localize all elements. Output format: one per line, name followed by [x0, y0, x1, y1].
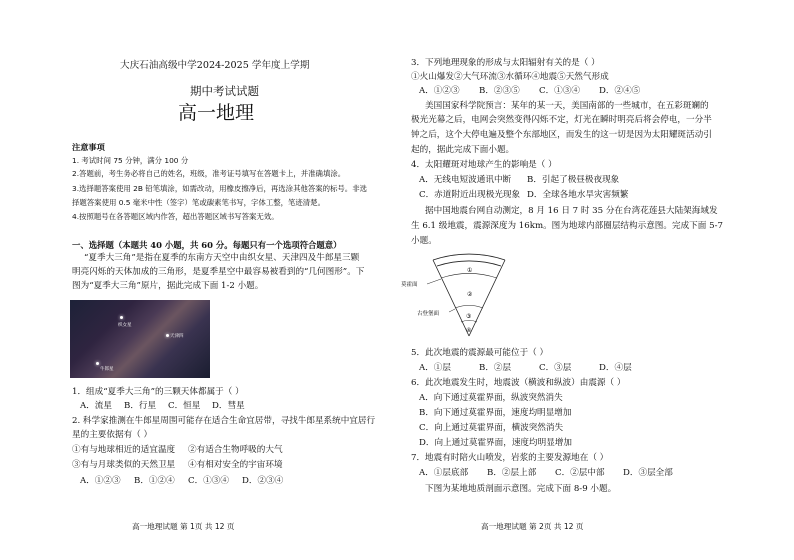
- passage-line: 据中国地震台网自动测定，8 月 16 日 7 时 35 分在台湾花莲县大陆架海域发: [425, 206, 718, 216]
- altair-star: [96, 362, 99, 365]
- q2-item: ①有与地球相近的适宜温度: [72, 445, 176, 455]
- notice-line: 2.答题前，考生务必将自己的姓名，班级，准考证号填写在答题卡上，并准确填涂。: [72, 169, 346, 178]
- q1-option: D．彗星: [212, 401, 245, 411]
- question-3: 3．下列地理现象的形成与太阳辐射有关的是（ ）: [411, 58, 600, 68]
- q5-option: D．④层: [599, 363, 632, 373]
- q3-option: A．①②③: [419, 86, 460, 96]
- tail-instruction: 下图为某地地质剖面示意图。完成下面 8-9 小题。: [425, 484, 617, 494]
- subject-title: 高一地理: [178, 102, 255, 124]
- passage-line: 极光光幕之后，电网会突然变得闪烁不定，灯光在瞬时明亮后将会停电，一分半: [411, 115, 712, 125]
- notice-line: 择题答案使用 0.5 毫米中性（签字）笔或碳素笔书写，字体工整，笔迹清楚。: [72, 198, 325, 207]
- q5-option: C．③层: [539, 363, 572, 373]
- q5-option: B．②层: [479, 363, 512, 373]
- q6-option: C．向上通过莫霍界面，横波突然消失: [419, 423, 564, 433]
- intro-line: 图为“夏季大三角”原片，据此完成下面 1-2 小题。: [72, 281, 264, 291]
- left-page: [0, 0, 380, 560]
- section-heading: 一、选择题（本题共 40 小题，共 60 分。每题只有一个选项符合题意）: [72, 240, 342, 250]
- notice-line: 4.按照题号在各答题区域内作答，超出答题区域书写答案无效。: [72, 212, 279, 221]
- q7-option: B．②层上部: [487, 468, 537, 478]
- passage-line: 美国国家科学院预言：某年的某一天，美国南部的一些城市，在五彩斑斓的: [425, 101, 709, 111]
- question-6: 6．此次地震发生时，地震波（横波和纵波）由震源（ ）: [411, 378, 626, 388]
- q2-option: B．①②④: [134, 476, 175, 486]
- photo-label-deneb: 天津四: [170, 334, 184, 339]
- summer-triangle-photo: [70, 300, 210, 378]
- q1-option: B．行星: [124, 401, 157, 411]
- gutenberg-label: 古登堡面: [417, 311, 440, 317]
- moho-pointer: [427, 279, 441, 284]
- question-2-cont: 星的主要依据有（ ）: [72, 430, 153, 440]
- deneb-star: [166, 334, 169, 337]
- core-arc: [461, 320, 477, 322]
- vega-star: [120, 316, 123, 319]
- q4-option: A．无线电短波通讯中断: [419, 175, 512, 185]
- q3-option: D．②④⑤: [599, 86, 641, 96]
- q3-option: B．②③⑤: [479, 86, 520, 96]
- notice-line: 1. 考试时间 75 分钟，满分 100 分: [72, 156, 189, 165]
- question-2: 2. 科学家推测在牛郎星周围可能存在适合生命宜居带，寻找牛郎星系统中宜居行: [72, 416, 376, 426]
- q2-option: C．①③④: [188, 476, 229, 486]
- outer-arc: [433, 254, 505, 260]
- passage-line: 生 6.1 级地震，震源深度为 16km。图为地球内部圈层结构示意图。完成下面 5-7: [411, 221, 723, 231]
- q4-option: D．全球各地水旱灾害频繁: [527, 190, 629, 200]
- page-footer: 高一地理试题 第 1页 共 12 页: [132, 522, 235, 531]
- layer-label-2: ②: [467, 291, 473, 298]
- intro-line: “夏季大三角”是指在夏季的东南方天空中由织女星、天津四及牛郎星三颗: [84, 253, 360, 263]
- right-page: [397, 0, 777, 560]
- q6-option: A．向下通过莫霍界面，纵波突然消失: [419, 393, 563, 403]
- photo-label-vega: 织女星: [118, 323, 132, 328]
- passage-line: 钟之后，这个大停电遍及整个东部地区，而发生的这一切是因为太阳耀斑活动引: [411, 130, 712, 140]
- photo-label-altair: 牛郎星: [100, 367, 114, 372]
- q2-item: ②有适合生物呼吸的大气: [188, 445, 283, 455]
- q4-option: C．赤道附近出现极光现象: [419, 190, 521, 200]
- page-footer: 高一地理试题 第 2页 共 12 页: [481, 522, 584, 531]
- gutenberg-arc: [455, 305, 483, 308]
- exam-title: 期中考试试题: [190, 84, 259, 98]
- q6-option: D．向上通过莫霍界面，速度均明显增加: [419, 438, 572, 448]
- notice-title: 注意事项: [72, 142, 105, 152]
- q6-option: B．向下通过莫霍界面，速度均明显增加: [419, 408, 572, 418]
- layer-label-1: ①: [467, 267, 473, 274]
- q2-item: ④有相对安全的宇宙环境: [188, 460, 283, 470]
- q2-option: D．②③④: [242, 476, 284, 486]
- q3-items: ①火山爆发②大气环流③水循环④地震⑤天然气形成: [411, 72, 609, 82]
- notice-line: 3.选择题答案使用 2B 铅笔填涂，如需改动，用橡皮擦净后，再选涂其他答案的标号。非选: [72, 184, 367, 193]
- question-7: 7．地震有时陪火山喷发，岩浆的主要发源地在（ ）: [411, 453, 609, 463]
- question-1: 1．组成“夏季大三角”的三颗天体都属于（ ）: [72, 387, 244, 397]
- question-5: 5．此次地震的震源最可能位于（ ）: [411, 348, 549, 358]
- moho-arc: [441, 274, 497, 278]
- q7-option: D．③层全部: [623, 468, 673, 478]
- q5-option: A．①层: [419, 363, 451, 373]
- sector-right-edge: [469, 260, 505, 336]
- q2-item: ③有与月球类似的天然卫星: [72, 460, 176, 470]
- moho-label: 莫霍面: [401, 282, 418, 288]
- intro-line: 明亮闪烁的天体加成的三角形，是夏季星空中最容易被看到的“几何图形”。下: [72, 267, 365, 277]
- q1-option: A．流星: [80, 401, 112, 411]
- q3-option: C．①③④: [539, 86, 580, 96]
- q1-option: C．恒星: [168, 401, 201, 411]
- layer-label-3: ③: [466, 313, 472, 320]
- school-header: 大庆石油高级中学2024-2025 学年度上学期: [120, 60, 310, 71]
- passage-line: 小题。: [411, 236, 437, 246]
- question-4: 4．太阳耀斑对地球产生的影响是（ ）: [411, 160, 557, 170]
- q4-option: B．引起了极昼极夜现象: [527, 175, 620, 185]
- crust-arc: [437, 261, 501, 266]
- gutenberg-pointer: [449, 309, 455, 312]
- passage-line: 起的，据此完成下面小题。: [411, 145, 515, 155]
- sector-left-edge: [433, 260, 472, 336]
- earth-interior-diagram: [397, 248, 597, 344]
- layer-label-4: ④: [466, 327, 472, 334]
- q7-option: C．②层中部: [555, 468, 605, 478]
- q7-option: A．①层底部: [419, 468, 469, 478]
- q2-option: A．①②③: [80, 476, 121, 486]
